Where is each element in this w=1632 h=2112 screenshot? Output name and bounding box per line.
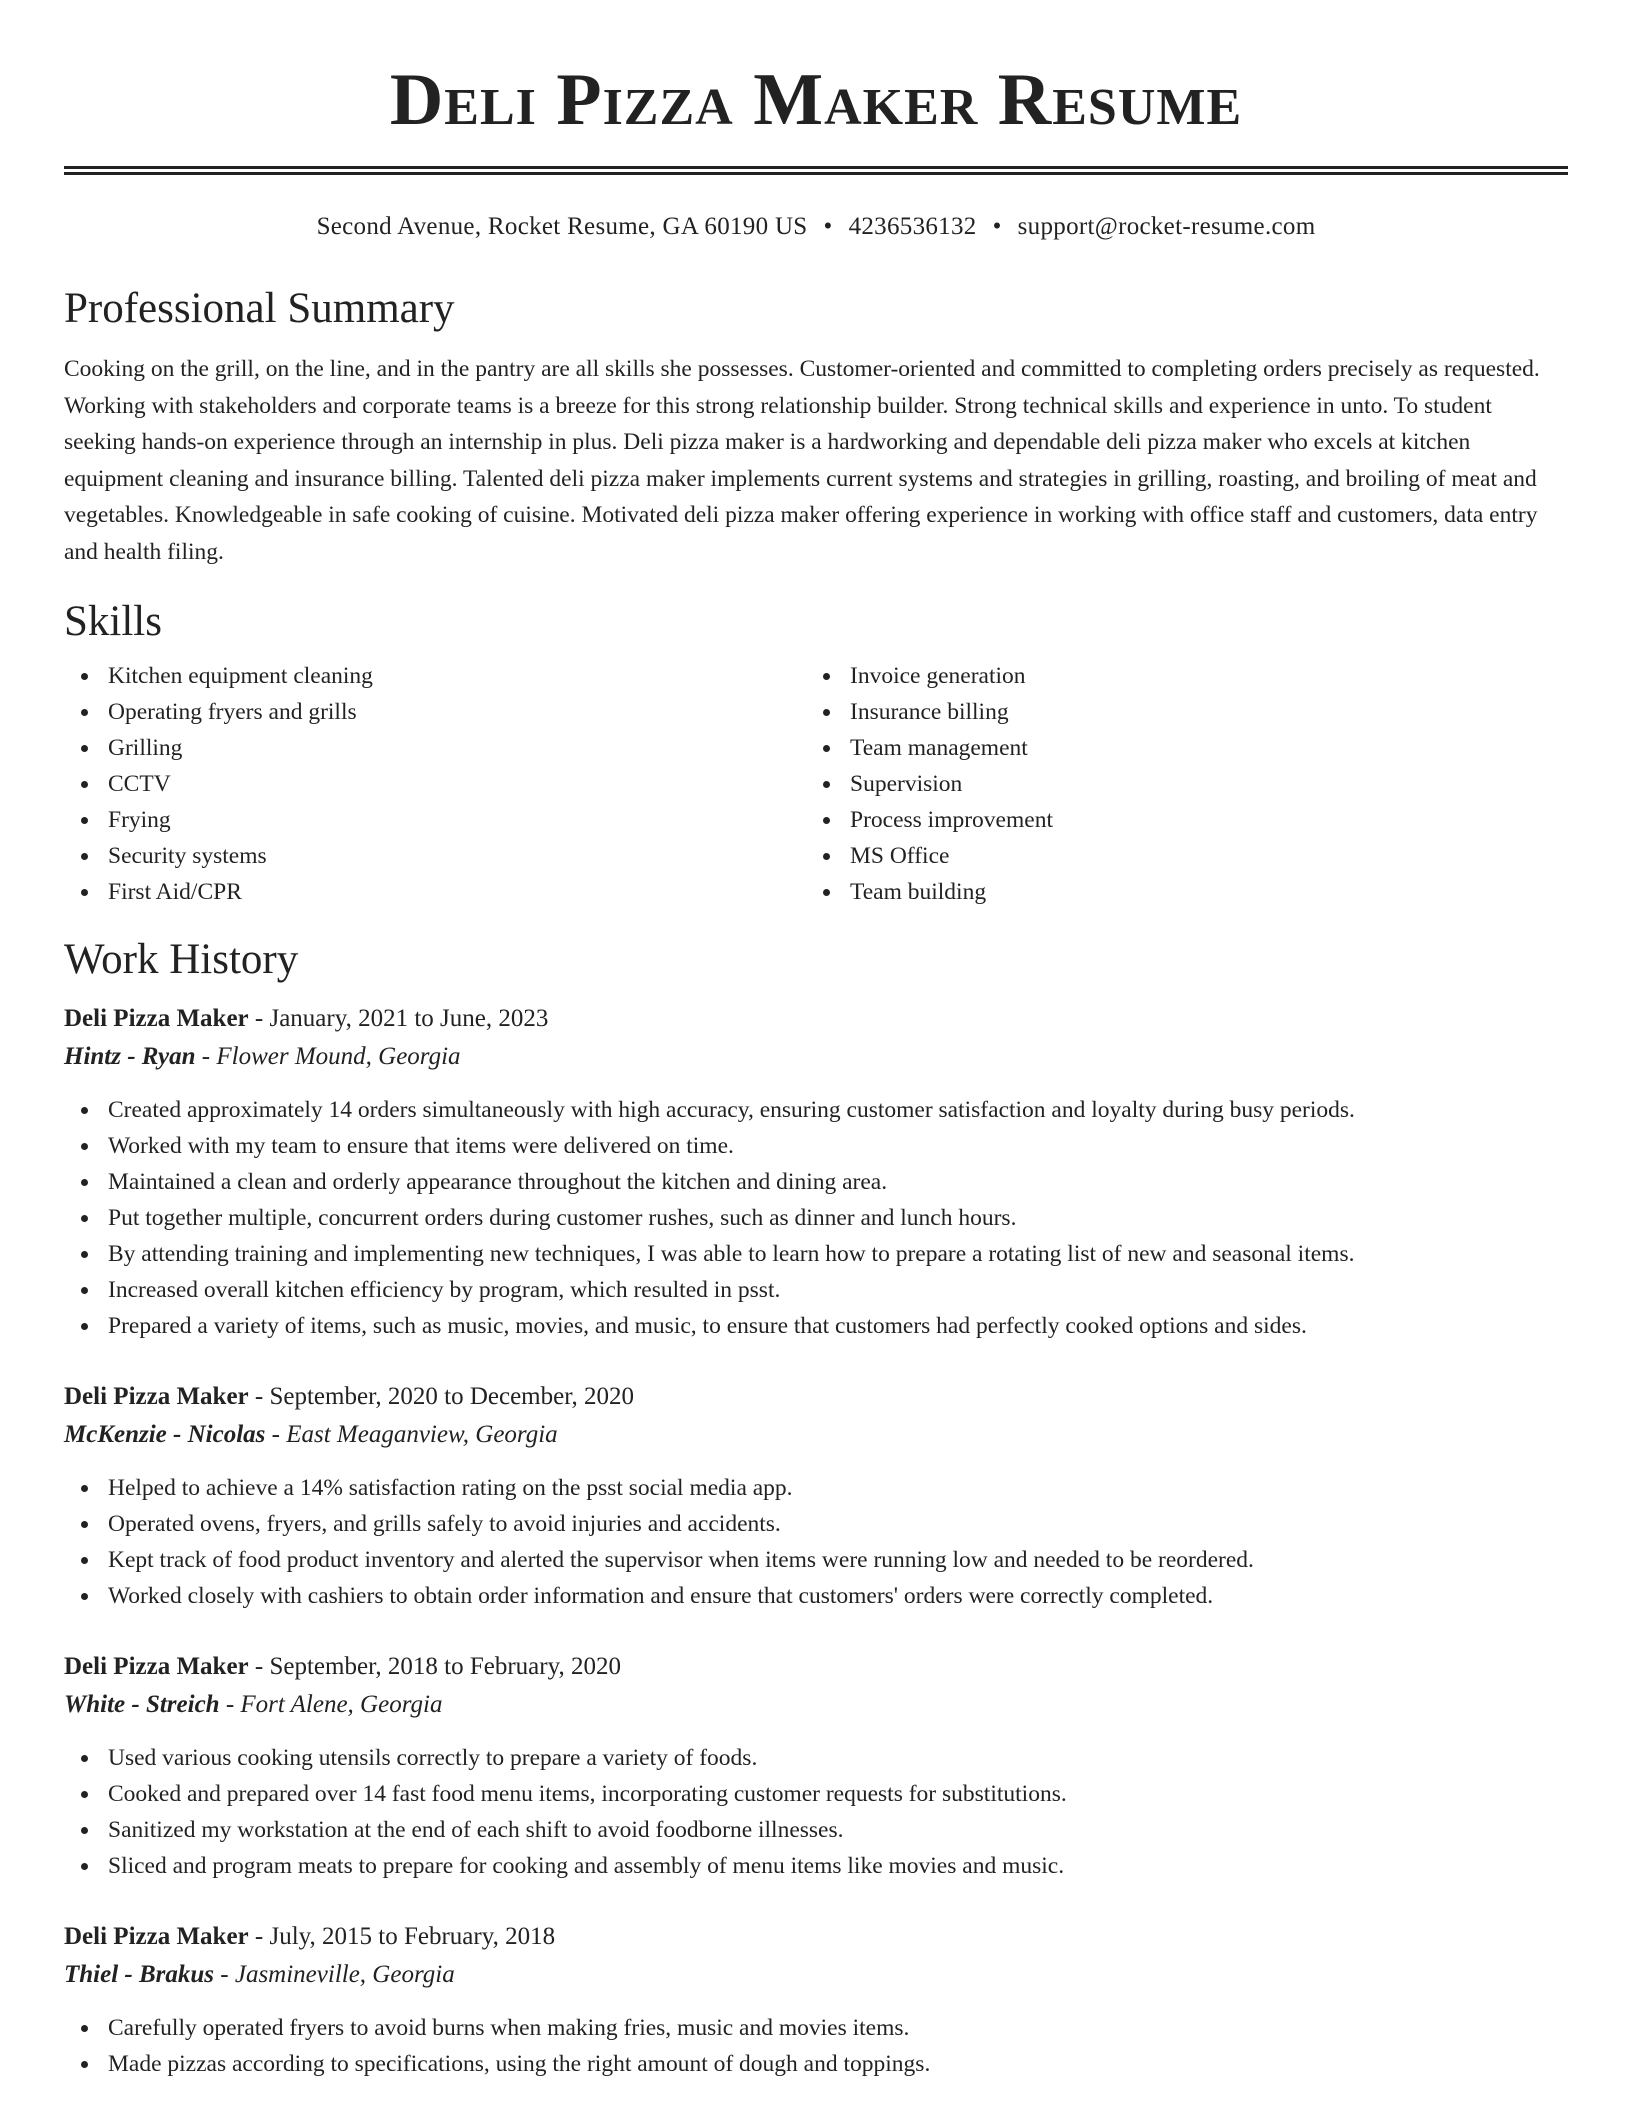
job-company-line xyxy=(64,1038,1568,1076)
job-company-line xyxy=(64,1416,1568,1454)
skill-item: Security systems xyxy=(64,838,806,874)
dash: - xyxy=(248,1383,270,1410)
job-company-line xyxy=(64,1686,1568,1724)
skill-item: CCTV xyxy=(64,766,806,802)
skill-item: Insurance billing xyxy=(806,694,1548,730)
job-role: Deli Pizza Maker xyxy=(64,1005,249,1032)
job-location: Fort Alene, Georgia xyxy=(240,1691,443,1718)
job-role: Deli Pizza Maker xyxy=(64,1923,249,1950)
job-bullet: Operated ovens, fryers, and grills safely to avoid injuries and accidents. xyxy=(64,1506,1568,1542)
job-bullet: Sanitized my workstation at the end of each shift to avoid foodborne illnesses. xyxy=(64,1812,1568,1848)
contact-phone: 4236536132 xyxy=(848,213,977,240)
job-title-line xyxy=(64,1918,1568,1956)
skill-item: Supervision xyxy=(806,766,1548,802)
title-double-rule xyxy=(64,166,1568,175)
skill-item: Invoice generation xyxy=(806,658,1548,694)
dash: - xyxy=(248,1653,270,1680)
job-bullets xyxy=(64,2010,1568,2082)
job-bullets xyxy=(64,1740,1568,1884)
job-company: McKenzie - Nicolas xyxy=(64,1421,266,1448)
contact-separator: • xyxy=(992,213,1002,240)
job-role: Deli Pizza Maker xyxy=(64,1383,249,1410)
job-entry xyxy=(64,1000,1568,1344)
skill-item: Team management xyxy=(806,730,1548,766)
job-bullet: Worked with my team to ensure that items were delivered on time. xyxy=(64,1128,1568,1164)
job-bullet: Made pizzas according to specifications, using the right amount of dough and toppings. xyxy=(64,2046,1568,2082)
skill-item: First Aid/CPR xyxy=(64,874,806,910)
job-bullet: Worked closely with cashiers to obtain order information and ensure that customers' orders were correctly completed. xyxy=(64,1578,1568,1614)
job-company: Thiel - Brakus xyxy=(64,1961,215,1988)
job-role: Deli Pizza Maker xyxy=(64,1653,249,1680)
job-bullet: Helped to achieve a 14% satisfaction rating on the psst social media app. xyxy=(64,1470,1568,1506)
skills-column-left xyxy=(64,658,806,910)
job-bullet: Put together multiple, concurrent orders during customer rushes, such as dinner and lunch hours. xyxy=(64,1200,1568,1236)
job-bullets xyxy=(64,1092,1568,1344)
job-bullet: Sliced and program meats to prepare for cooking and assembly of menu items like movies and music. xyxy=(64,1848,1568,1884)
dash: - xyxy=(219,1691,241,1718)
job-entry xyxy=(64,1648,1568,1884)
skills-heading: Skills xyxy=(64,598,162,645)
job-bullet: Created approximately 14 orders simultaneously with high accuracy, ensuring customer satisfaction and loyalty during busy periods. xyxy=(64,1092,1568,1128)
skill-item: Operating fryers and grills xyxy=(64,694,806,730)
job-bullet: Kept track of food product inventory and alerted the supervisor when items were running low and needed to be reordered. xyxy=(64,1542,1568,1578)
job-location: Flower Mound, Georgia xyxy=(216,1043,461,1070)
skill-item: MS Office xyxy=(806,838,1548,874)
job-bullet: Cooked and prepared over 14 fast food menu items, incorporating customer requests for substitutions. xyxy=(64,1776,1568,1812)
dash: - xyxy=(214,1961,235,1988)
skills-list xyxy=(64,658,1568,910)
job-title-line xyxy=(64,1000,1568,1038)
job-title-line xyxy=(64,1378,1568,1416)
dash: - xyxy=(265,1421,287,1448)
job-title-line xyxy=(64,1648,1568,1686)
job-company: White - Streich xyxy=(64,1691,220,1718)
job-location: Jasmineville, Georgia xyxy=(234,1961,455,1988)
contact-separator: • xyxy=(823,213,833,240)
job-bullets xyxy=(64,1470,1568,1614)
contact-line xyxy=(64,211,1568,243)
job-entry xyxy=(64,1918,1568,2082)
job-dates: September, 2020 to December, 2020 xyxy=(269,1383,635,1410)
skill-item: Grilling xyxy=(64,730,806,766)
job-bullet: Increased overall kitchen efficiency by program, which resulted in psst. xyxy=(64,1272,1568,1308)
skill-item: Process improvement xyxy=(806,802,1548,838)
summary-text: Cooking on the grill, on the line, and in the pantry are all skills she possesses. Customer-oriented and committed to completing orders precisely as requested. Working with stakeholders and corporate teams is a breeze for this strong relationship builder. Strong technical skills and experience in unto. To student seeking hands-on experience through an internship in plus. Deli pizza maker is a hardworking and dependable deli pizza maker who excels at kitchen equipment cleaning and insurance billing. Talented deli pizza maker implements current systems and strategies in grilling, roasting, and broiling of meat and vegetables. Knowledgeable in safe cooking of cuisine. Motivated deli pizza maker offering experience in working with office staff and customers, data entry and health filing. xyxy=(64,356,1540,565)
summary-heading: Professional Summary xyxy=(64,285,455,332)
job-company-line xyxy=(64,1956,1568,1994)
contact-email: support@rocket-resume.com xyxy=(1017,213,1316,240)
dash: - xyxy=(248,1005,270,1032)
job-bullet: By attending training and implementing new techniques, I was able to learn how to prepare a rotating list of new and seasonal items. xyxy=(64,1236,1568,1272)
skill-item: Kitchen equipment cleaning xyxy=(64,658,806,694)
work-history-heading: Work History xyxy=(64,936,299,983)
dash: - xyxy=(195,1043,217,1070)
job-bullet: Maintained a clean and orderly appearance throughout the kitchen and dining area. xyxy=(64,1164,1568,1200)
job-dates: July, 2015 to February, 2018 xyxy=(269,1923,556,1950)
job-bullet: Used various cooking utensils correctly to prepare a variety of foods. xyxy=(64,1740,1568,1776)
job-company: Hintz - Ryan xyxy=(64,1043,196,1070)
job-location: East Meaganview, Georgia xyxy=(286,1421,558,1448)
resume-title: Deli Pizza Maker Resume xyxy=(389,59,1243,141)
skill-item: Team building xyxy=(806,874,1548,910)
skills-column-right xyxy=(806,658,1548,910)
job-bullet: Prepared a variety of items, such as music, movies, and music, to ensure that customers had perfectly cooked options and sides. xyxy=(64,1308,1568,1344)
job-bullet: Carefully operated fryers to avoid burns when making fries, music and movies items. xyxy=(64,2010,1568,2046)
job-dates: January, 2021 to June, 2023 xyxy=(269,1005,549,1032)
job-dates: September, 2018 to February, 2020 xyxy=(269,1653,621,1680)
job-entry xyxy=(64,1378,1568,1614)
contact-address: Second Avenue, Rocket Resume, GA 60190 US xyxy=(316,213,808,240)
skill-item: Frying xyxy=(64,802,806,838)
dash: - xyxy=(248,1923,270,1950)
